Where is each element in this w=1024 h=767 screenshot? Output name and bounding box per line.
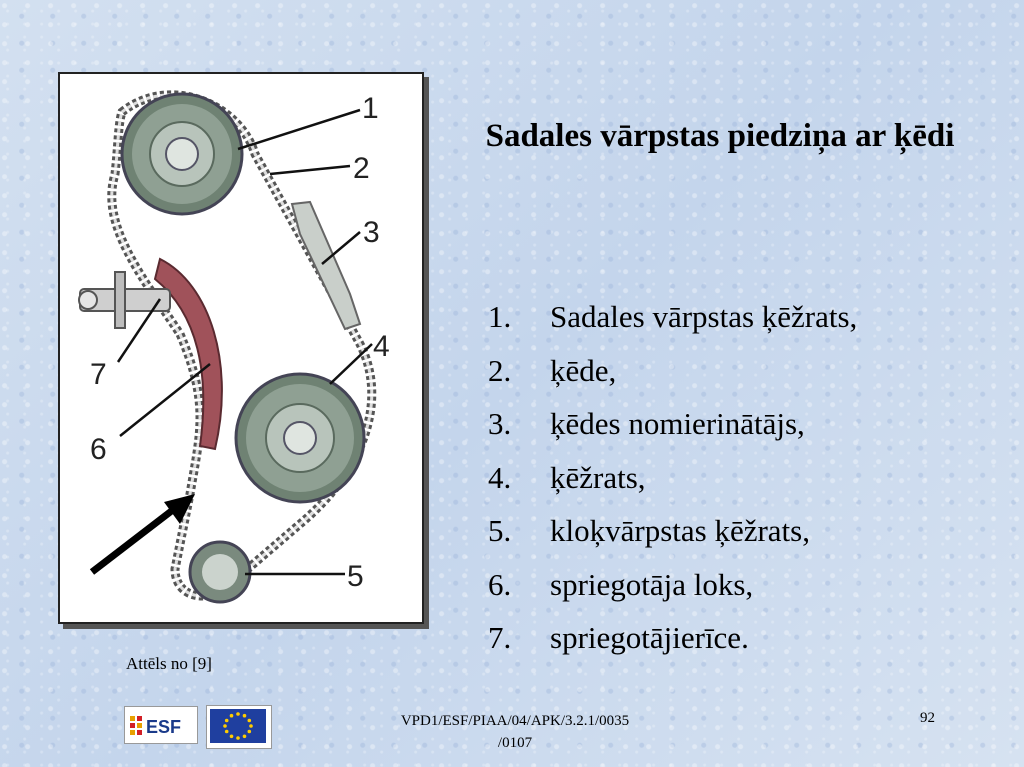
parts-list: [488, 290, 857, 665]
esf-logo: [124, 706, 198, 744]
svg-text:ESF: ESF: [146, 717, 182, 737]
callout-3: 3: [363, 216, 380, 249]
list-item: 3. ķēdes nomierinātājs,: [488, 406, 805, 441]
footer-project-code: VPD1/ESF/PIAA/04/APK/3.2.1/0035 /0107: [400, 713, 630, 751]
list-item: 6. spriegotāja loks,: [488, 566, 754, 602]
timing-chain-diagram: [60, 74, 422, 622]
page-number: 92: [920, 710, 935, 726]
chain-damper: [292, 202, 360, 329]
list-item: 1. Sadales vārpstas ķēžrats,: [488, 299, 858, 334]
camshaft-sprocket: [122, 94, 242, 214]
list-item: 5. kloķvārpstas ķēžrats,: [488, 513, 810, 548]
callout-1: 1: [362, 92, 379, 125]
callout-4: 4: [373, 330, 390, 363]
callout-6: 6: [90, 433, 107, 466]
list-item: 2. ķēde,: [488, 352, 617, 388]
eu-flag-logo: [206, 705, 272, 749]
list-item: 4. ķēžrats,: [488, 459, 646, 495]
slide-title: Sadales vārpstas piedziņa ar ķēdi: [485, 118, 955, 154]
crankshaft-sprocket: [190, 542, 250, 602]
figure-caption: Attēls no [9]: [126, 654, 212, 673]
callout-7: 7: [90, 358, 107, 391]
timing-chain-figure: [58, 72, 424, 624]
intermediate-sprocket: [236, 374, 364, 502]
list-item: 7. spriegotājierīce.: [488, 620, 749, 655]
callout-5: 5: [347, 560, 364, 593]
callout-2: 2: [353, 152, 370, 185]
